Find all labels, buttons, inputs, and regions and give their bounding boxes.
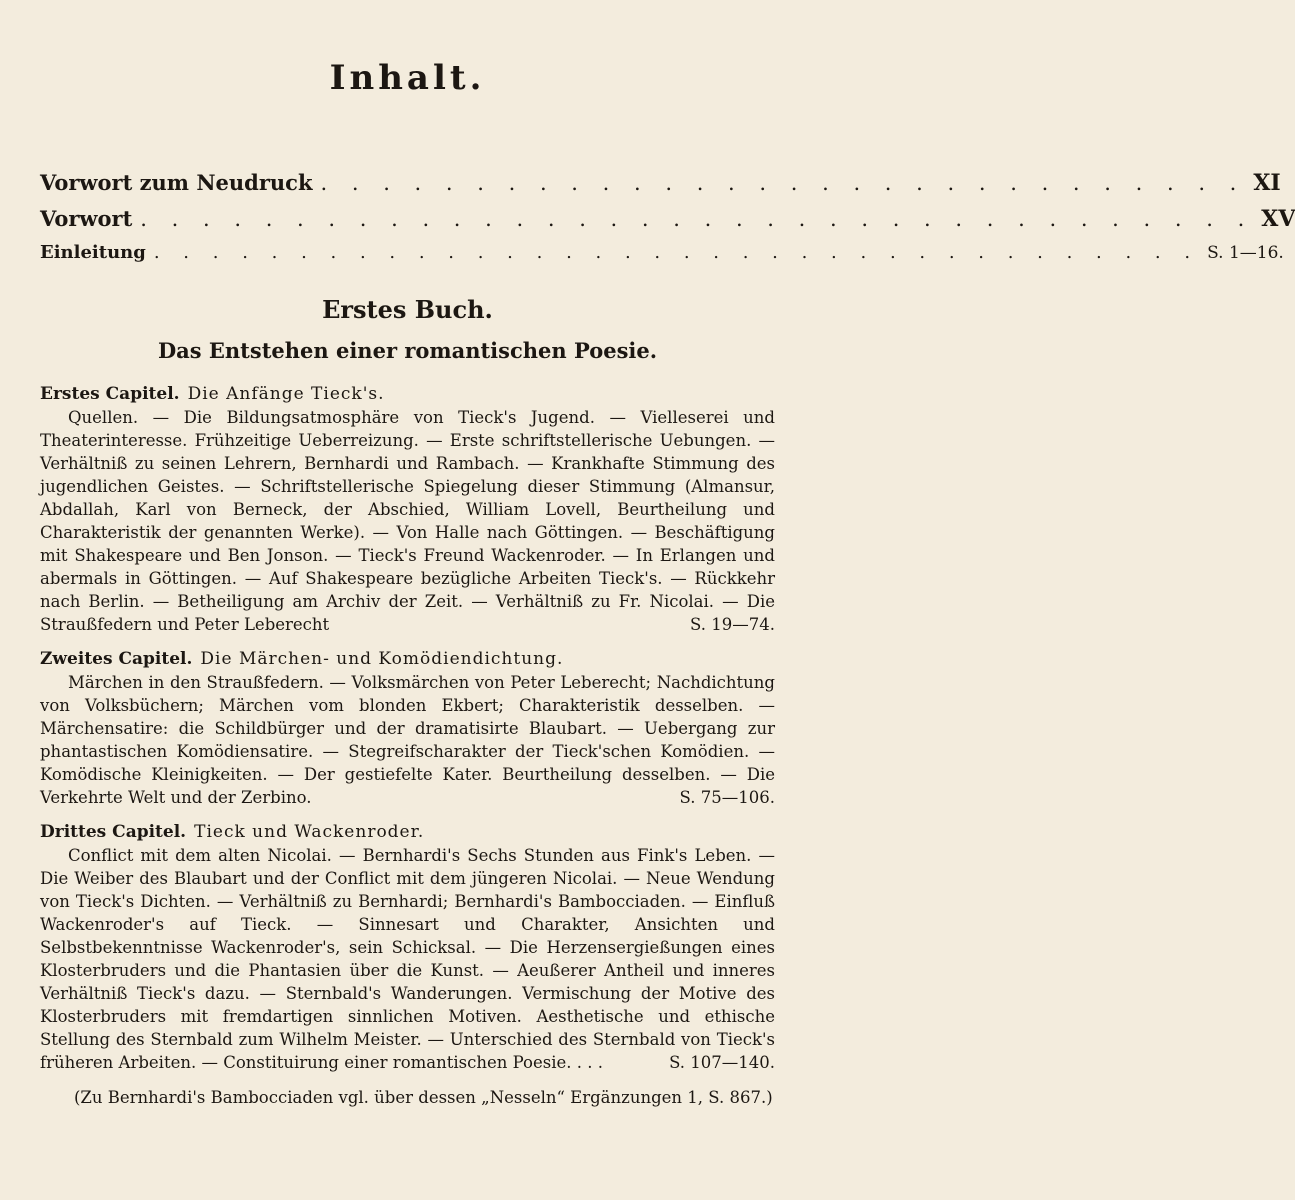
toc-label: Vorwort zum Neudruck (40, 170, 313, 195)
chapter-3 (40, 821, 775, 1074)
chapter-name: Tieck und Wackenroder. (194, 822, 425, 842)
chapter-summary (40, 671, 775, 809)
toc-page: S. 1—16. (1207, 243, 1284, 263)
toc-label: Einleitung (40, 242, 146, 263)
toc-entry-vorwort-neudruck (40, 170, 1281, 196)
toc-page: XV (1261, 206, 1295, 232)
chapter-label: Drittes Capitel. (40, 822, 187, 842)
chapter-pages: S. 19—74. (690, 615, 775, 634)
chapter-pages: S. 107—140. (669, 1053, 775, 1072)
dot-leader: . . . . . . . . . . . . . . . . . . . . . . . . . . . . . . . . . . . . (153, 242, 1200, 263)
chapter-name: Die Anfänge Tieck's. (187, 384, 385, 404)
chapter-heading (40, 821, 775, 844)
toc-page: XI (1253, 170, 1281, 196)
chapter-summary-text: Märchen in den Straußfedern. — Volksmärchen von Peter Leberecht; Nachdichtung von Volksbüchern; Märchen vom blonden Ekbert; Charakteristik desselben. — Märchensatire: die Schildbürger und der dramatisirte Blaubart. — Uebergang zur phantastischen Komödiensatire. — Stegreifscharakter der Tieck'schen Komödien. — Komödische Kleinigkeiten. — Der gestiefelte Kater. Beurtheilung desselben. — Die Verkehrte Welt und der Zerbino. (40, 673, 775, 807)
toc-label: Vorwort (40, 206, 133, 231)
toc-entry-vorwort (40, 206, 1295, 232)
chapter-2 (40, 648, 775, 809)
page-title: Inhalt. (329, 58, 486, 98)
chapter-heading (40, 383, 775, 406)
book-subtitle: Das Entstehen einer romantischen Poesie. (157, 338, 658, 363)
chapter-heading (40, 648, 775, 671)
footnote: (Zu Bernhardi's Bambocciaden vgl. über dessen „Nesseln“ Ergänzungen 1, S. 867.) (74, 1088, 773, 1107)
toc-entry-einleitung (40, 242, 1284, 263)
chapter-name: Die Märchen- und Komödiendichtung. (200, 649, 564, 669)
chapter-label: Zweites Capitel. (40, 649, 193, 669)
dot-leader: . . . . . . . . . . . . . . . . . . . . . . . . . . . . . . . . . . . . (140, 207, 1254, 231)
chapter-summary (40, 844, 775, 1074)
book-title: Erstes Buch. (322, 295, 493, 324)
chapter-summary (40, 406, 775, 636)
chapter-summary-text: Quellen. — Die Bildungsatmosphäre von Tieck's Jugend. — Vielleserei und Theaterinteresse. Frühzeitige Ueberreizung. — Erste schriftstellerische Uebungen. — Verhältniß zu seinen Lehrern, Bernhardi und Rambach. — Krankhafte Stimmung des jugendlichen Geistes. — Schriftstellerische Spiegelung dieser Stimmung (Almansur, Abdallah, Karl von Berneck, der Abschied, William Lovell, Beurtheilung und Charakteristik der genannten Werke). — Von Halle nach Göttingen. — Beschäftigung mit Shakespeare und Ben Jonson. — Tieck's Freund Wackenroder. — In Erlangen und abermals in Göttingen. — Auf Shakespeare bezügliche Arbeiten Tieck's. — Rückkehr nach Berlin. — Betheiligung am Archiv der Zeit. — Verhältniß zu Fr. Nicolai. — Die Straußfedern und Peter Leberecht (40, 408, 775, 634)
chapter-1 (40, 383, 775, 636)
chapter-label: Erstes Capitel. (40, 384, 180, 404)
dot-leader: . . . . . . . . . . . . . . . . . . . . . . . . . . . . . . (320, 171, 1246, 195)
chapter-pages: S. 75—106. (679, 788, 775, 807)
chapter-summary-text: Conflict mit dem alten Nicolai. — Bernhardi's Sechs Stunden aus Fink's Leben. — Die Weiber des Blaubart und der Conflict mit dem jüngeren Nicolai. — Neue Wendung von Tieck's Dichten. — Verhältniß zu Bernhardi; Bernhardi's Bambocciaden. — Einfluß Wackenroder's auf Tieck. — Sinnesart und Charakter, Ansichten und Selbstbekenntnisse Wackenroder's, sein Schicksal. — Die Herzensergießungen eines Klosterbruders und die Phantasien über die Kunst. — Aeußerer Antheil und inneres Verhältniß Tieck's dazu. — Sternbald's Wanderungen. Vermischung der Motive des Klosterbruders mit fremdartigen sinnlichen Motiven. Aesthetische und ethische Stellung des Sternbald zum Wilhelm Meister. — Unterschied des Sternbald von Tieck's früheren Arbeiten. — Constituirung einer romantischen Poesie. . . . (40, 846, 775, 1072)
